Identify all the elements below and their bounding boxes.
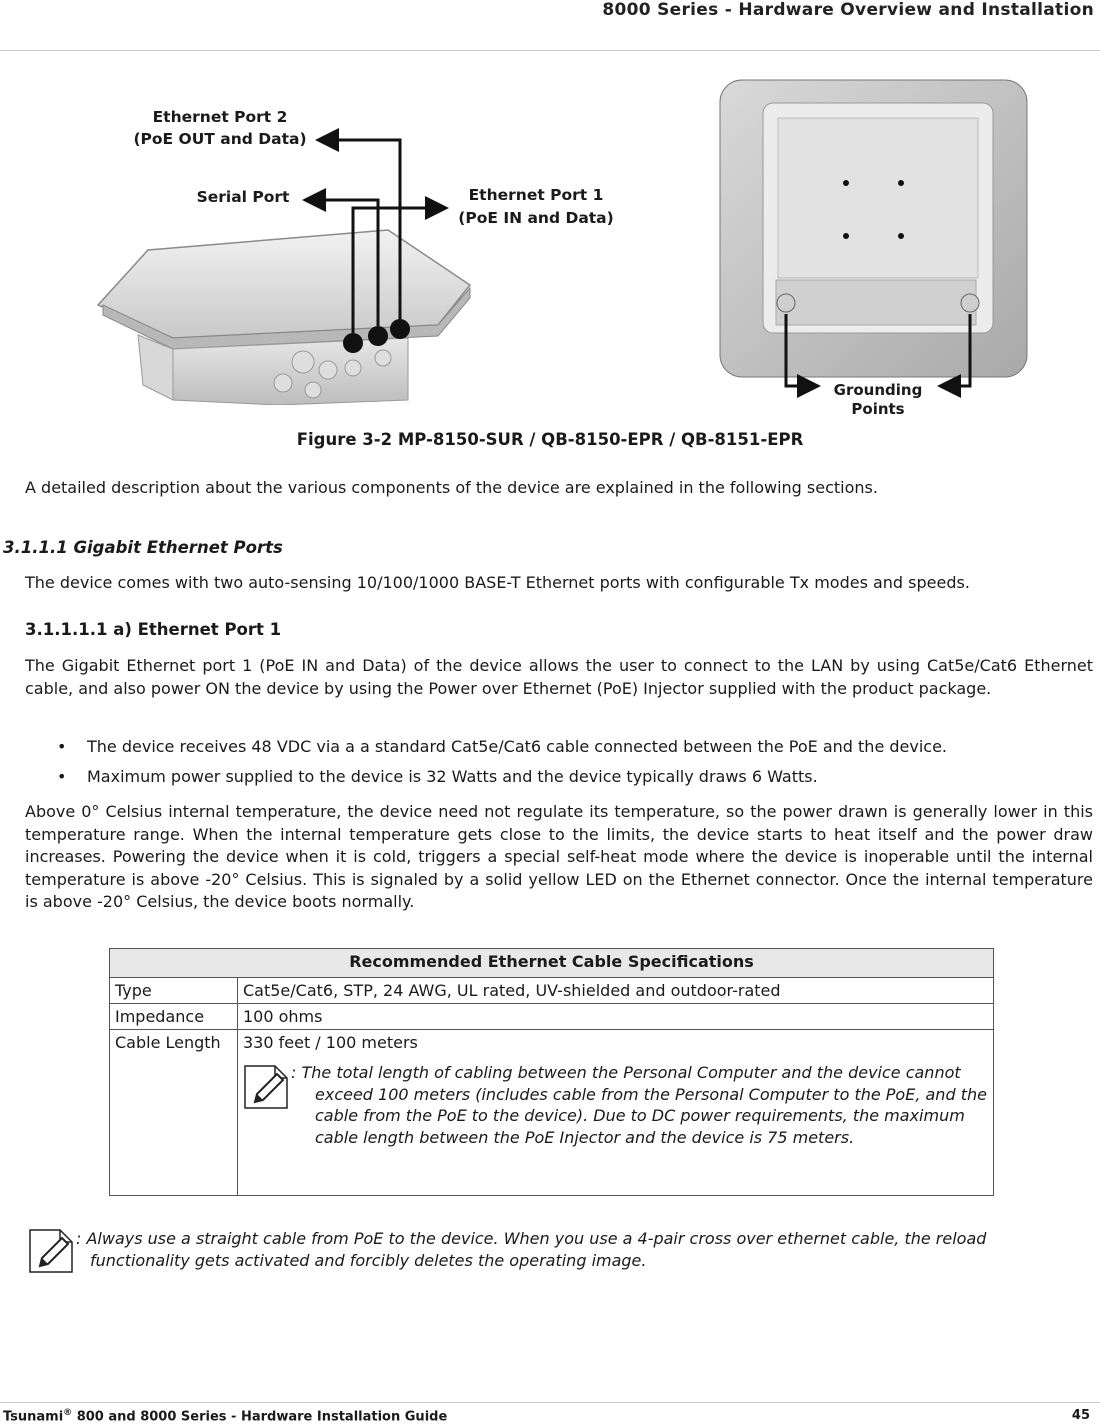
page-number: 45 [1071,1408,1090,1423]
eth1-label: Ethernet Port 1 [468,186,604,204]
table-row [110,978,994,1004]
bullet-glyph: • [57,737,67,756]
intro-paragraph: A detailed description about the various components of the device are explained in the following sections. [25,478,878,497]
eth1-sub-label: (PoE IN and Data) [458,209,614,227]
grounding-point [961,294,979,312]
table-note [243,1062,988,1192]
row-key: Type [110,978,238,1004]
port-circle [390,319,410,339]
row-value: 330 feet / 100 meters [243,1033,418,1052]
list-item: • Maximum power supplied to the device is 32 Watts and the device typically draws 6 Watts. [57,767,818,786]
ethernet-port1-paragraph: The Gigabit Ethernet port 1 (PoE IN and Data) of the device allows the user to connect to the LAN by using Cat5e/Cat6 Ethernet cable, and also power ON the device by using the Power over Ethernet (PoE) Injector supplied with the product package. [25,656,1093,698]
section-paragraph: The device comes with two auto-sensing 10/100/1000 BASE-T Ethernet ports with configurable Tx modes and speeds. [25,573,970,592]
footer-title: Tsunami® 800 and 8000 Series - Hardware Installation Guide [3,1408,448,1425]
grounding-point [777,294,795,312]
subsection-heading: 3.1.1.1.1 a) Ethernet Port 1 [25,620,282,639]
cable-spec-table [109,948,994,1196]
grounding-sub-label: Points [851,400,905,418]
bullet-list [25,736,1075,796]
row-value: Cat5e/Cat6, STP, 24 AWG, UL rated, UV-shielded and outdoor-rated [238,978,994,1004]
section-heading: 3.1.1.1 Gigabit Ethernet Ports [3,538,283,557]
figure-caption: Figure 3-2 MP-8150-SUR / QB-8150-EPR / QB-8151-EPR [296,430,804,449]
row-value: 100 ohms [238,1004,994,1030]
running-header: 8000 Series - Hardware Overview and Installation [602,0,1094,20]
device-ports-figure [78,100,623,405]
table-note-text: : The total length of cabling between the Personal Computer and the device cannot exceed 100 meters (includes cable from the Personal Computer to the PoE, and the cable from the PoE to the device). Due to DC power requirements, the maximum cable length between the PoE Injector and the device is 75 meters. [291,1063,987,1147]
port-circle [368,326,388,346]
row-key: Impedance [110,1004,238,1030]
bottom-note [28,1228,1068,1271]
serial-port-label: Serial Port [196,188,290,206]
device-rear-figure [718,78,1033,423]
table-row [110,1004,994,1030]
list-item: • The device receives 48 VDC via a a standard Cat5e/Cat6 cable connected between the PoE and the device. [57,737,948,756]
footer-divider [0,1402,1100,1403]
eth2-label: Ethernet Port 2 [152,108,288,126]
grounding-label: Grounding [833,381,923,399]
table-row [110,1030,994,1196]
bottom-note-text: : Always use a straight cable from PoE to the device. When you use a 4-pair cross over ethernet cable, the reload functionality gets activated and forcibly deletes the operating image. [76,1229,987,1270]
table-title: Recommended Ethernet Cable Specifications [110,949,994,978]
eth2-sub-label: (PoE OUT and Data) [133,130,307,148]
note-pencil-icon [243,1064,289,1110]
note-pencil-icon [28,1228,74,1274]
row-key: Cable Length [110,1030,238,1196]
header-divider [0,50,1100,51]
bullet-glyph: • [57,767,67,786]
temperature-paragraph: Above 0° Celsius internal temperature, the device need not regulate its temperature, so the power drawn is generally lower in this temperature range. When the internal temperature gets close to the limits, the device starts to heat itself and the power draw increases. Powering the device when it is cold, triggers a special self-heat mode where the device is inoperable until the internal temperature is above -20° Celsius. This is signaled by a solid yellow LED on the Ethernet connector. Once the internal temperature is above -20° Celsius, the device boots normally. [25,802,1093,911]
port-circle [343,333,363,353]
